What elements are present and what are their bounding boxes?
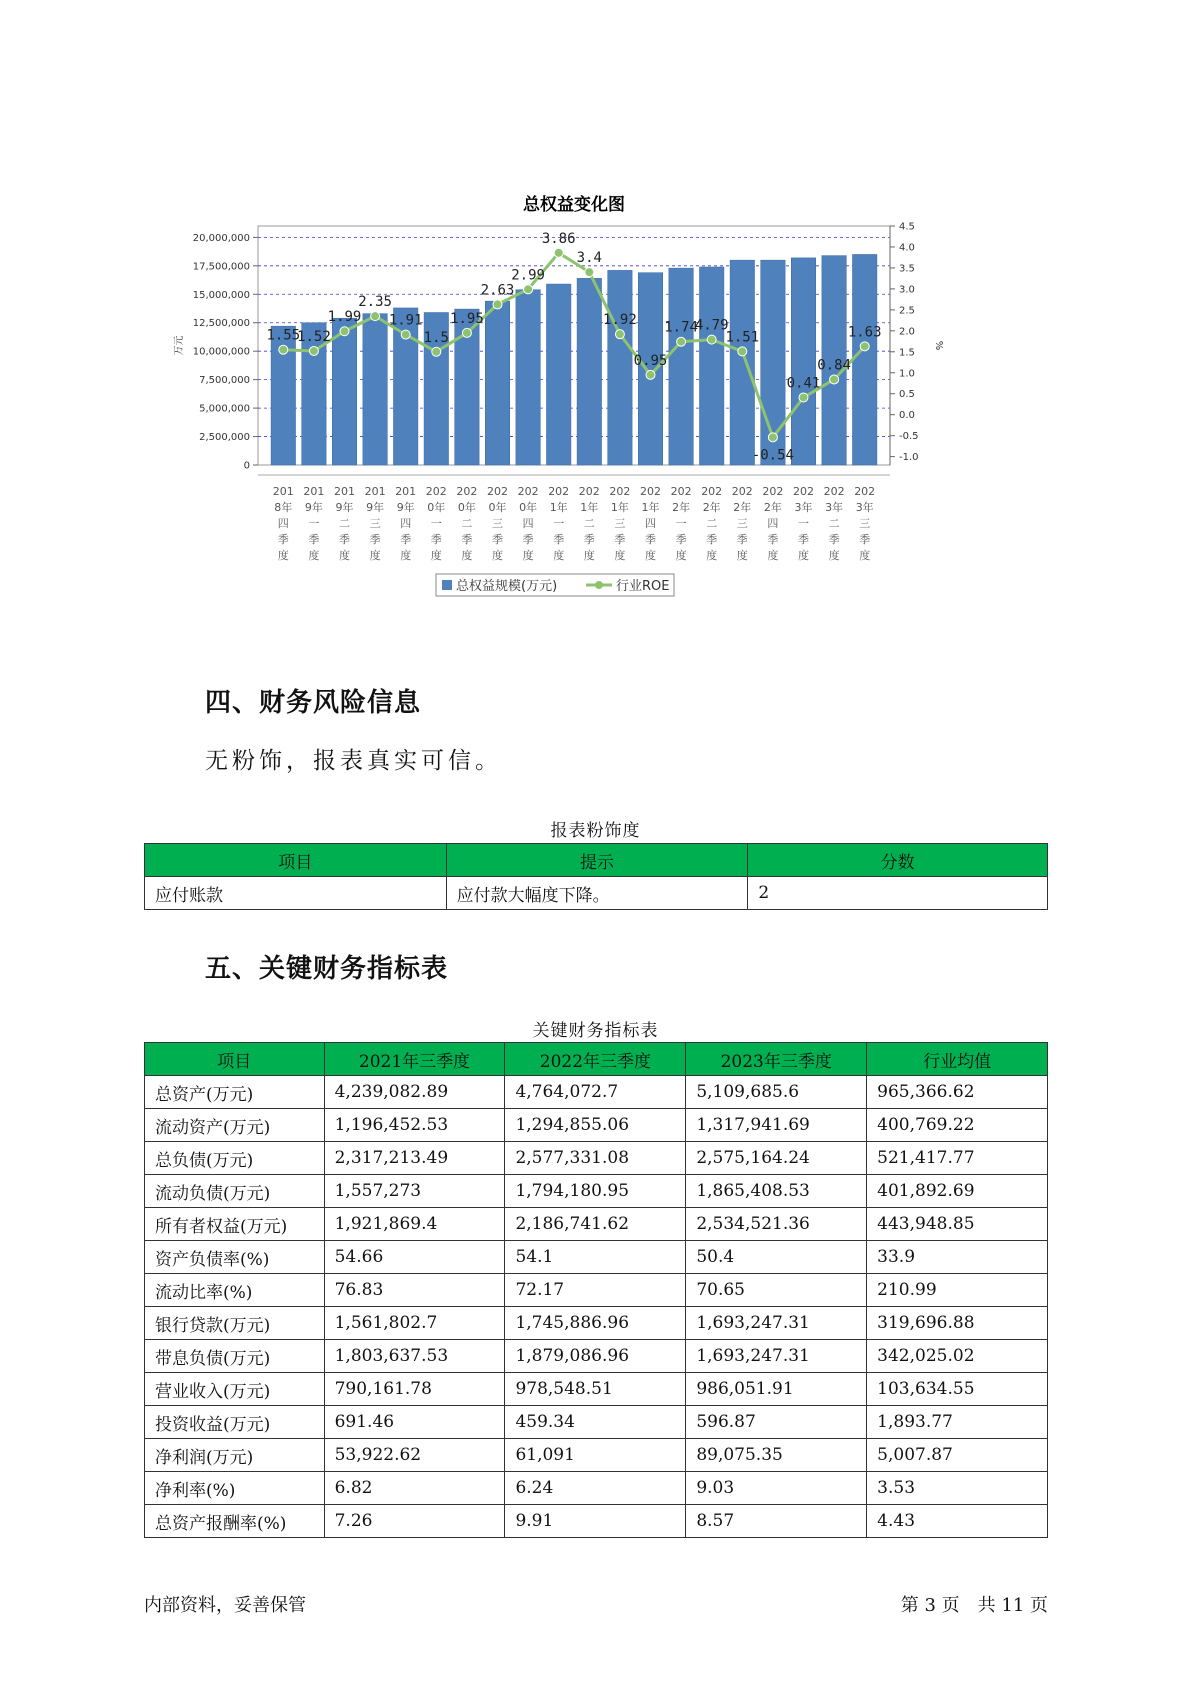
legend-bar-swatch (442, 580, 452, 590)
category-label: 三 (369, 517, 381, 530)
bar (485, 301, 509, 465)
kpi-table-header-cell: 行业均值 (867, 1043, 1048, 1076)
bar (516, 290, 540, 465)
roe-data-label: 1.74 (664, 319, 698, 336)
category-label: 一 (308, 517, 320, 530)
table-cell: 76.83 (324, 1274, 505, 1307)
category-label: 度 (675, 549, 687, 562)
table-cell: 2,575,164.24 (686, 1142, 867, 1175)
category-label: 二 (828, 517, 840, 530)
roe-data-label: 3.4 (576, 250, 602, 267)
key-financial-table (144, 1042, 1048, 1538)
category-label: 202 (425, 485, 447, 498)
roe-point (493, 300, 502, 309)
category-label: 202 (731, 485, 753, 498)
left-tick-label: 20,000,000 (192, 232, 250, 244)
kpi-table-header (145, 1043, 1048, 1076)
category-label: 202 (762, 485, 784, 498)
category-label: 季 (492, 533, 503, 546)
table-cell: 790,161.78 (324, 1373, 505, 1406)
category-label: 0年 (457, 501, 476, 514)
roe-data-label: 1.92 (603, 312, 637, 329)
right-tick-label: -0.5 (899, 431, 919, 443)
table-cell: 总负债(万元) (145, 1142, 325, 1175)
kpi-table-header-cell: 2023年三季度 (686, 1043, 867, 1076)
category-label: 度 (798, 549, 809, 562)
category-label: 度 (308, 549, 320, 562)
category-label: 季 (798, 533, 809, 546)
chart-title: 总权益变化图 (523, 195, 625, 215)
table-cell: 1,794,180.95 (505, 1175, 686, 1208)
right-tick-label: -1.0 (899, 452, 919, 464)
table-cell: 342,025.02 (867, 1340, 1048, 1373)
category-label: 201 (395, 485, 417, 498)
right-tick-label: 0.0 (899, 410, 915, 422)
left-tick-label: 0 (243, 460, 250, 472)
category-label: 季 (859, 533, 871, 546)
bar (546, 284, 570, 465)
right-axis-title: % (933, 340, 944, 351)
category-label: 季 (430, 533, 442, 546)
roe-point (646, 370, 655, 379)
kpi-table-header-cell: 项目 (145, 1043, 325, 1076)
table-cell: 54.1 (505, 1241, 686, 1274)
category-label: 二 (461, 517, 473, 530)
table-cell: 流动负债(万元) (145, 1175, 325, 1208)
roe-data-label: 1.91 (388, 312, 423, 329)
table-cell: 400,769.22 (867, 1109, 1048, 1142)
category-label: 季 (400, 533, 412, 546)
left-tick-label: 17,500,000 (192, 261, 250, 273)
category-label: 202 (701, 485, 723, 498)
table-cell: 2 (748, 877, 1048, 910)
table-cell: 89,075.35 (686, 1439, 867, 1472)
category-label: 度 (583, 549, 595, 562)
section5-table-caption: 关键财务指标表 (532, 1021, 659, 1041)
category-label: 二 (706, 517, 718, 530)
table-cell: 投资收益(万元) (145, 1406, 325, 1439)
table-cell: 总资产报酬率(%) (145, 1505, 325, 1538)
category-label: 1年 (549, 501, 568, 514)
table-cell: 应付款大幅度下降。 (446, 877, 748, 910)
table-cell: 1,294,855.06 (505, 1109, 686, 1142)
category-label: 2年 (763, 501, 782, 514)
roe-data-label: 1.52 (297, 328, 331, 345)
table-cell: 691.46 (324, 1406, 505, 1439)
category-label: 四 (277, 517, 289, 530)
category-label: 三 (614, 517, 626, 530)
table-cell: 1,693,247.31 (686, 1307, 867, 1340)
table-cell: 1,893.77 (867, 1406, 1048, 1439)
table-cell: 1,865,408.53 (686, 1175, 867, 1208)
category-label: 9年 (335, 501, 354, 514)
roe-data-label: -0.54 (751, 447, 794, 464)
category-label: 二 (339, 517, 350, 530)
category-label: 季 (369, 533, 381, 546)
table-cell: 1,745,886.96 (505, 1307, 686, 1340)
category-label: 1年 (641, 501, 660, 514)
table-cell: 5,007.87 (867, 1439, 1048, 1472)
roe-point (309, 346, 318, 355)
category-label: 2年 (672, 501, 691, 514)
left-tick-label: 15,000,000 (192, 289, 250, 301)
table-cell: 9.03 (686, 1472, 867, 1505)
category-label: 2年 (733, 501, 752, 514)
left-axis-title: 万元 (174, 335, 185, 356)
category-label: 202 (456, 485, 478, 498)
category-label: 3年 (794, 501, 813, 514)
category-label: 度 (522, 549, 534, 562)
category-label: 季 (828, 533, 840, 546)
roe-point (462, 328, 471, 337)
category-label: 四 (767, 517, 779, 530)
table-row (145, 1076, 1048, 1109)
table-cell: 50.4 (686, 1241, 867, 1274)
table-cell: 2,186,741.62 (505, 1208, 686, 1241)
legend-line-marker (595, 581, 603, 589)
table-cell: 70.65 (686, 1274, 867, 1307)
right-tick-label: 1.0 (899, 368, 915, 380)
category-label: 度 (645, 549, 656, 562)
category-label: 202 (640, 485, 661, 498)
category-label: 度 (706, 549, 718, 562)
category-label: 三 (859, 517, 871, 530)
table-row (145, 877, 1048, 910)
roe-data-label: 4.79 (694, 317, 729, 334)
section4-heading: 四、财务风险信息 (205, 688, 422, 718)
table-cell: 965,366.62 (867, 1076, 1048, 1109)
table-cell: 3.53 (867, 1472, 1048, 1505)
right-tick-label: 3.0 (899, 284, 915, 296)
table-cell: 103,634.55 (867, 1373, 1048, 1406)
left-tick-label: 5,000,000 (199, 403, 250, 415)
table-cell: 521,417.77 (867, 1142, 1048, 1175)
bar (852, 254, 876, 465)
category-label: 度 (859, 549, 871, 562)
category-label: 度 (736, 549, 748, 562)
roe-data-label: 0.95 (633, 352, 668, 369)
table-cell: 4,764,072.7 (505, 1076, 686, 1109)
category-label: 度 (828, 549, 840, 562)
roe-point (585, 268, 594, 277)
table-cell: 33.9 (867, 1241, 1048, 1274)
category-label: 季 (522, 533, 534, 546)
table-cell: 2,577,331.08 (505, 1142, 686, 1175)
category-label: 度 (400, 549, 412, 562)
table-cell: 1,693,247.31 (686, 1340, 867, 1373)
table-cell: 营业收入(万元) (145, 1373, 325, 1406)
kpi-table-header-cell: 2022年三季度 (505, 1043, 686, 1076)
section4-table-caption: 报表粉饰度 (550, 821, 641, 841)
category-label: 2年 (702, 501, 721, 514)
roe-point (738, 347, 747, 356)
category-label: 季 (553, 533, 565, 546)
category-label: 一 (553, 517, 565, 530)
category-label: 9年 (304, 501, 323, 514)
roe-data-label: 1.5 (423, 329, 449, 346)
left-tick-label: 7,500,000 (199, 375, 250, 387)
left-tick-label: 12,500,000 (192, 318, 250, 330)
table-cell: 319,696.88 (867, 1307, 1048, 1340)
bar (608, 270, 632, 465)
roe-data-label: 1.55 (266, 327, 301, 344)
category-label: 0年 (427, 501, 446, 514)
category-label: 202 (487, 485, 508, 498)
category-label: 二 (583, 517, 595, 530)
table-row (145, 1340, 1048, 1373)
table-cell: 459.34 (505, 1406, 686, 1439)
table-cell: 986,051.91 (686, 1373, 867, 1406)
category-label: 9年 (396, 501, 415, 514)
table-cell: 1,921,869.4 (324, 1208, 505, 1241)
table-cell: 1,317,941.69 (686, 1109, 867, 1142)
bar (791, 258, 815, 465)
table-cell: 6.82 (324, 1472, 505, 1505)
legend-bar-label: 总权益规模(万元) (456, 579, 558, 594)
table-cell: 596.87 (686, 1406, 867, 1439)
table-cell: 1,196,452.53 (324, 1109, 505, 1142)
section5-heading: 五、关键财务指标表 (205, 954, 449, 984)
category-label: 季 (675, 533, 687, 546)
table-cell: 210.99 (867, 1274, 1048, 1307)
roe-data-label: 3.86 (541, 230, 576, 247)
table-row (145, 1175, 1048, 1208)
bar (577, 278, 601, 465)
table-cell: 带息负债(万元) (145, 1340, 325, 1373)
category-label: 度 (492, 549, 503, 562)
roe-data-label: 2.99 (511, 267, 545, 284)
equity-change-chart (170, 192, 1020, 652)
roe-point (799, 393, 808, 402)
bar (363, 314, 387, 465)
category-label: 季 (308, 533, 320, 546)
left-tick-label: 2,500,000 (199, 432, 250, 444)
category-label: 1年 (610, 501, 629, 514)
category-label: 一 (798, 517, 809, 530)
category-label: 202 (670, 485, 692, 498)
category-label: 四 (400, 517, 412, 530)
table-cell: 401,892.69 (867, 1175, 1048, 1208)
table-cell: 1,879,086.96 (505, 1340, 686, 1373)
category-label: 季 (461, 533, 473, 546)
category-label: 202 (517, 485, 539, 498)
table-row (145, 1142, 1048, 1175)
category-label: 季 (583, 533, 595, 546)
roe-point (554, 248, 563, 257)
risk-table-header-cell: 分数 (748, 844, 1048, 877)
roe-point (615, 330, 624, 339)
bar (699, 267, 723, 465)
category-label: 三 (492, 517, 503, 530)
table-cell: 1,803,637.53 (324, 1340, 505, 1373)
category-label: 度 (461, 549, 473, 562)
risk-table-header-cell: 提示 (446, 844, 748, 877)
table-row (145, 1307, 1048, 1340)
category-label: 201 (334, 485, 355, 498)
table-row (145, 1274, 1048, 1307)
category-label: 四 (645, 517, 656, 530)
section4-text: 无粉饰，报表真实可信。 (205, 748, 502, 774)
table-row (145, 1109, 1048, 1142)
category-label: 201 (272, 485, 294, 498)
table-cell: 总资产(万元) (145, 1076, 325, 1109)
category-label: 度 (430, 549, 442, 562)
category-label: 3年 (855, 501, 874, 514)
category-label: 四 (522, 517, 534, 530)
roe-point (768, 433, 777, 442)
category-label: 0年 (488, 501, 507, 514)
legend-line-label: 行业ROE (616, 579, 670, 594)
risk-table-header (145, 844, 1048, 877)
roe-point (371, 312, 380, 321)
bar (669, 268, 693, 465)
category-label: 9年 (366, 501, 385, 514)
chart-svg (170, 192, 1020, 652)
category-label: 度 (277, 549, 289, 562)
roe-data-label: 0.84 (817, 357, 851, 374)
right-tick-label: 1.5 (899, 347, 915, 359)
table-cell: 54.66 (324, 1241, 505, 1274)
table-cell: 4,239,082.89 (324, 1076, 505, 1109)
kpi-table-header-cell: 2021年三季度 (324, 1043, 505, 1076)
table-cell: 2,317,213.49 (324, 1142, 505, 1175)
table-row (145, 1373, 1048, 1406)
table-cell: 8.57 (686, 1505, 867, 1538)
table-cell: 72.17 (505, 1274, 686, 1307)
category-label: 季 (736, 533, 748, 546)
footer-confidential-note: 内部资料，妥善保管 (144, 1595, 306, 1616)
category-label: 202 (548, 485, 570, 498)
table-cell: 银行贷款(万元) (145, 1307, 325, 1340)
roe-point (707, 335, 716, 344)
category-label: 季 (339, 533, 350, 546)
category-label: 0年 (519, 501, 538, 514)
roe-data-label: 2.35 (358, 294, 392, 311)
category-label: 季 (614, 533, 626, 546)
right-tick-label: 2.0 (899, 326, 915, 338)
roe-point (860, 342, 869, 351)
table-cell: 9.91 (505, 1505, 686, 1538)
table-row (145, 1406, 1048, 1439)
table-cell: 所有者权益(万元) (145, 1208, 325, 1241)
category-label: 201 (303, 485, 325, 498)
roe-point (677, 337, 686, 346)
table-row (145, 1505, 1048, 1538)
category-label: 度 (767, 549, 779, 562)
category-label: 201 (364, 485, 386, 498)
category-label: 一 (430, 517, 442, 530)
table-cell: 应付账款 (145, 877, 447, 910)
table-row (145, 1439, 1048, 1472)
category-label: 季 (277, 533, 289, 546)
roe-data-label: 1.51 (725, 329, 760, 346)
right-tick-label: 0.5 (899, 389, 915, 401)
category-label: 季 (767, 533, 779, 546)
right-tick-label: 3.5 (899, 263, 915, 275)
left-tick-label: 10,000,000 (192, 346, 250, 358)
category-label: 季 (706, 533, 718, 546)
category-label: 202 (578, 485, 600, 498)
risk-table-header-cell: 项目 (145, 844, 447, 877)
roe-point (524, 285, 533, 294)
table-cell: 资产负债率(%) (145, 1241, 325, 1274)
category-label: 季 (645, 533, 656, 546)
roe-data-label: 2.63 (480, 282, 515, 299)
table-cell: 流动比率(%) (145, 1274, 325, 1307)
roe-point (279, 345, 288, 354)
roe-point (432, 347, 441, 356)
category-label: 度 (614, 549, 626, 562)
table-cell: 7.26 (324, 1505, 505, 1538)
category-label: 一 (675, 517, 687, 530)
category-label: 度 (369, 549, 381, 562)
right-tick-label: 4.0 (899, 242, 915, 254)
roe-data-label: 1.95 (450, 310, 484, 327)
table-cell: 978,548.51 (505, 1373, 686, 1406)
category-label: 202 (823, 485, 845, 498)
table-cell: 净利率(%) (145, 1472, 325, 1505)
category-label: 202 (609, 485, 631, 498)
category-label: 度 (339, 549, 350, 562)
bar (332, 318, 356, 465)
right-tick-label: 2.5 (899, 305, 915, 317)
bar (730, 260, 754, 465)
roe-point (340, 327, 349, 336)
right-tick-label: 4.5 (899, 221, 915, 233)
table-row (145, 1241, 1048, 1274)
category-label: 202 (793, 485, 814, 498)
risk-table (144, 843, 1048, 910)
table-cell: 1,557,273 (324, 1175, 505, 1208)
category-label: 8年 (274, 501, 293, 514)
category-label: 202 (854, 485, 876, 498)
table-cell: 1,561,802.7 (324, 1307, 505, 1340)
table-row (145, 1472, 1048, 1505)
footer-page-number: 第 3 页 共 11 页 (900, 1595, 1048, 1616)
category-label: 3年 (825, 501, 844, 514)
table-cell: 2,534,521.36 (686, 1208, 867, 1241)
roe-point (401, 330, 410, 339)
roe-data-label: 1.63 (847, 324, 882, 341)
roe-data-label: 1.99 (327, 309, 362, 326)
category-label: 度 (553, 549, 565, 562)
roe-data-label: 0.41 (786, 375, 821, 392)
table-cell: 净利润(万元) (145, 1439, 325, 1472)
table-cell: 443,948.85 (867, 1208, 1048, 1241)
table-row (145, 1208, 1048, 1241)
table-cell: 61,091 (505, 1439, 686, 1472)
table-cell: 4.43 (867, 1505, 1048, 1538)
category-label: 1年 (580, 501, 599, 514)
table-cell: 53,922.62 (324, 1439, 505, 1472)
category-label: 三 (736, 517, 748, 530)
roe-point (830, 375, 839, 384)
table-cell: 流动资产(万元) (145, 1109, 325, 1142)
table-cell: 5,109,685.6 (686, 1076, 867, 1109)
table-cell: 6.24 (505, 1472, 686, 1505)
